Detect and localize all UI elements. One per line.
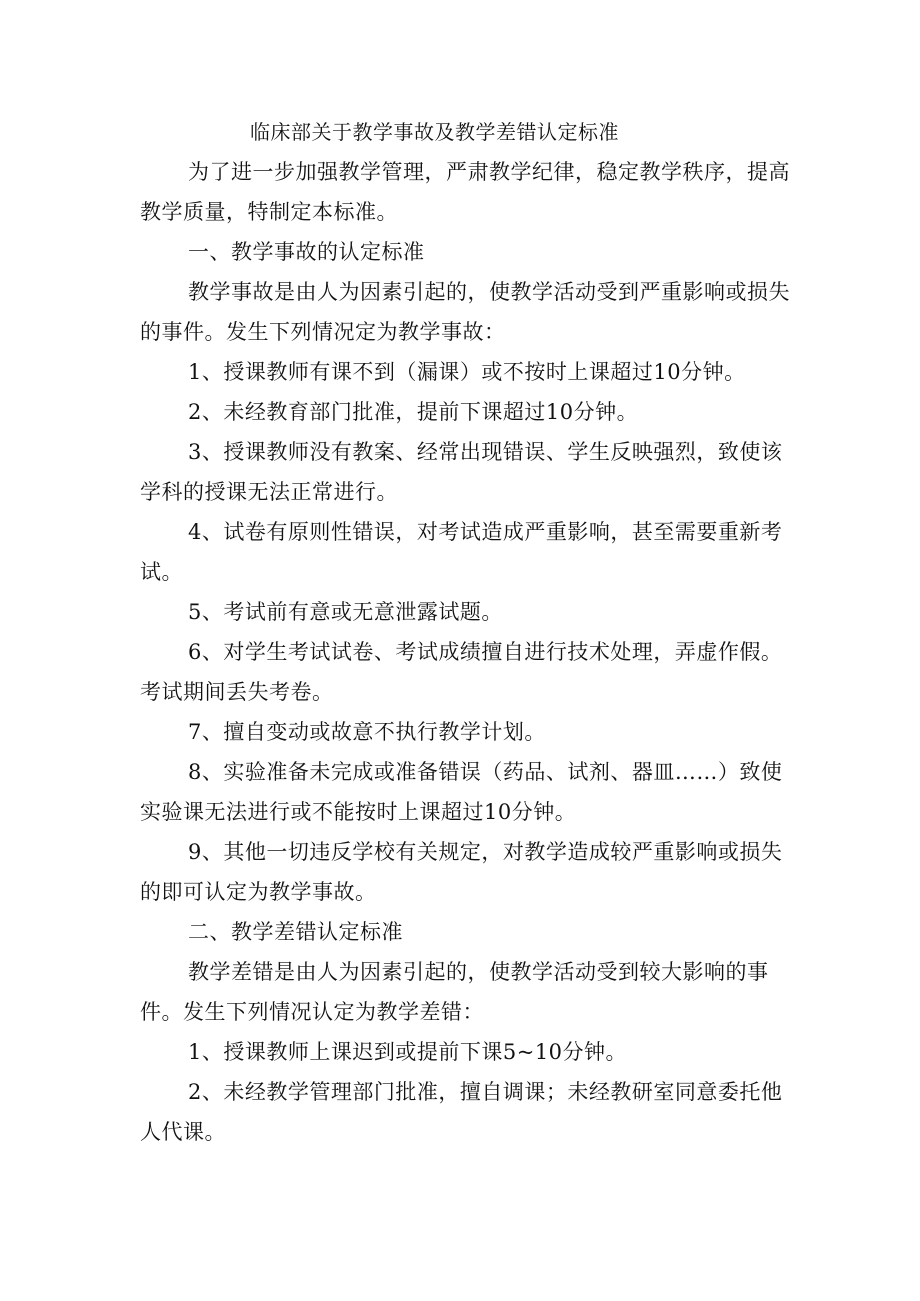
error-item-2: 2、未经教学管理部门批准，擅自调课；未经教研室同意委托他人代课。 [140,1080,783,1144]
error-definition-paragraph: 教学差错是由人为因素引起的，使教学活动受到较大影响的事件。发生下列情况认定为教学差错： [140,960,769,1024]
accident-item-4: 4、试卷有原则性错误，对考试造成严重影响，甚至需要重新考试。 [140,520,783,584]
accident-item-8: 8、实验准备未完成或准备错误（药品、试剂、器皿……）致使实验课无法进行或不能按时上课超过10分钟。 [140,760,783,824]
accident-item-2: 2、未经教育部门批准，提前下课超过10分钟。 [188,400,639,424]
accident-definition-paragraph: 教学事故是由人为因素引起的，使教学活动受到严重影响或损失的事件。发生下列情况定为教学事故： [140,280,790,344]
document-title: 临床部关于教学事故及教学差错认定标准 [250,120,619,144]
section-heading-accident: 一、教学事故的认定标准 [188,240,425,264]
accident-item-1: 1、授课教师有课不到（漏课）或不按时上课超过10分钟。 [188,360,746,384]
document-body [140,112,790,1152]
accident-item-9: 9、其他一切违反学校有关规定，对教学造成较严重影响或损失的即可认定为教学事故。 [140,840,783,904]
accident-item-3: 3、授课教师没有教案、经常出现错误、学生反映强烈，致使该学科的授课无法正常进行。 [140,440,783,504]
intro-paragraph: 为了进一步加强教学管理，严肃教学纪律，稳定教学秩序，提高教学质量，特制定本标准。 [140,160,790,224]
accident-item-6: 6、对学生考试试卷、考试成绩擅自进行技术处理，弄虚作假。考试期间丢失考卷。 [140,640,783,704]
accident-item-5: 5、考试前有意或无意泄露试题。 [188,600,503,624]
accident-item-7: 7、擅自变动或故意不执行教学计划。 [188,720,546,744]
error-item-1: 1、授课教师上课迟到或提前下课5~10分钟。 [188,1040,628,1064]
section-heading-error: 二、教学差错认定标准 [188,920,403,944]
